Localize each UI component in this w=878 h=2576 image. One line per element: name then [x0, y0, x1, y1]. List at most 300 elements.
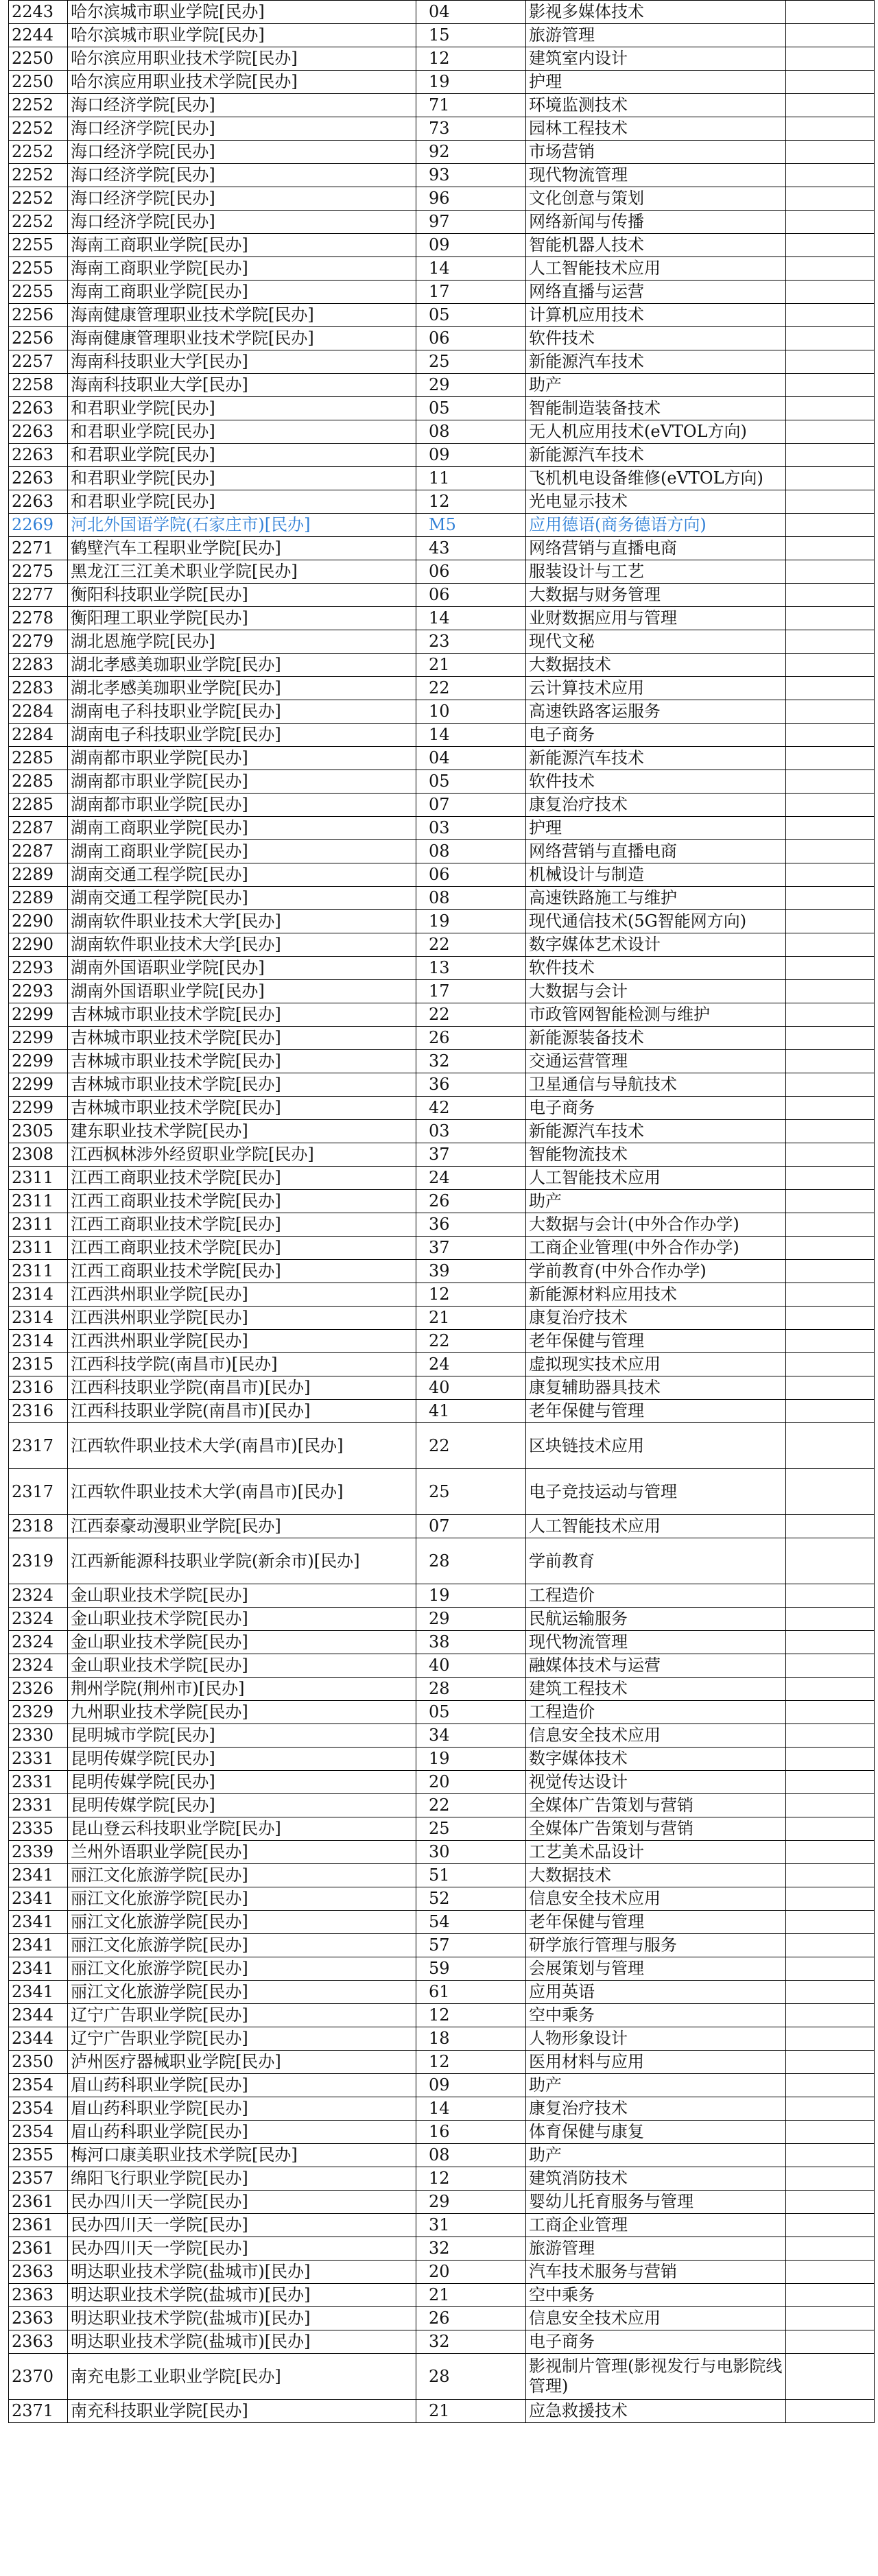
school-name-cell: 海南工商职业学院[民办] [68, 234, 416, 257]
school-name-cell: 明达职业技术学院(盐城市)[民办] [68, 2330, 416, 2354]
major-name-cell: 园林工程技术 [526, 117, 786, 141]
school-code-cell: 2363 [9, 2330, 68, 2354]
school-name-cell: 湖南工商职业学院[民办] [68, 817, 416, 840]
school-code-cell: 2317 [9, 1423, 68, 1469]
school-code-cell: 2341 [9, 1957, 68, 1981]
school-name-cell: 金山职业技术学院[民办] [68, 1654, 416, 1678]
table-row [9, 164, 875, 187]
major-code-cell: 17 [416, 980, 526, 1003]
table-row [9, 1190, 875, 1213]
school-code-cell: 2326 [9, 1678, 68, 1701]
table-row [9, 794, 875, 817]
major-code-cell: 17 [416, 281, 526, 304]
remark-cell [786, 514, 875, 537]
school-name-cell: 辽宁广告职业学院[民办] [68, 2004, 416, 2027]
table-row [9, 747, 875, 770]
school-code-cell: 2324 [9, 1608, 68, 1631]
major-code-cell: 19 [416, 1748, 526, 1771]
school-name-cell: 民办四川天一学院[民办] [68, 2214, 416, 2237]
major-name-cell: 医用材料与应用 [526, 2051, 786, 2074]
remark-cell [786, 374, 875, 397]
table-row [9, 1237, 875, 1260]
major-name-cell: 新能源汽车技术 [526, 1120, 786, 1143]
remark-cell [786, 2074, 875, 2097]
remark-cell [786, 2214, 875, 2237]
school-code-cell: 2370 [9, 2354, 68, 2400]
school-name-cell: 南充科技职业学院[民办] [68, 2400, 416, 2423]
school-name-cell: 湖南交通工程学院[民办] [68, 863, 416, 887]
school-name-cell: 绵阳飞行职业学院[民办] [68, 2167, 416, 2191]
school-code-cell: 2311 [9, 1167, 68, 1190]
remark-cell [786, 1724, 875, 1748]
school-name-cell: 江西科技学院(南昌市)[民办] [68, 1353, 416, 1376]
major-name-cell: 新能源汽车技术 [526, 350, 786, 374]
remark-cell [786, 1654, 875, 1678]
table-row [9, 1911, 875, 1934]
remark-cell [786, 2330, 875, 2354]
major-name-cell: 网络直播与运营 [526, 281, 786, 304]
school-name-cell: 黑龙江三江美术职业学院[民办] [68, 560, 416, 584]
table-row [9, 1631, 875, 1654]
school-code-cell: 2293 [9, 980, 68, 1003]
school-name-cell: 海南健康管理职业技术学院[民办] [68, 304, 416, 327]
remark-cell [786, 2307, 875, 2330]
school-name-cell: 和君职业学院[民办] [68, 420, 416, 444]
school-name-cell: 鹤壁汽车工程职业学院[民办] [68, 537, 416, 560]
major-name-cell: 应用德语(商务德语方向) [526, 514, 786, 537]
major-code-cell: 10 [416, 700, 526, 724]
major-code-cell: 07 [416, 1515, 526, 1538]
remark-cell [786, 957, 875, 980]
table-row [9, 2144, 875, 2167]
remark-cell [786, 1190, 875, 1213]
major-name-cell: 高速铁路客运服务 [526, 700, 786, 724]
major-code-cell: 51 [416, 1864, 526, 1887]
table-row [9, 374, 875, 397]
major-code-cell: 25 [416, 1817, 526, 1841]
school-code-cell: 2314 [9, 1307, 68, 1330]
school-code-cell: 2331 [9, 1748, 68, 1771]
major-code-cell: 14 [416, 724, 526, 747]
school-name-cell: 江西新能源科技职业学院(新余市)[民办] [68, 1538, 416, 1584]
school-name-cell: 明达职业技术学院(盐城市)[民办] [68, 2284, 416, 2307]
school-name-cell: 江西枫林涉外经贸职业学院[民办] [68, 1143, 416, 1167]
major-code-cell: 32 [416, 1050, 526, 1073]
school-name-cell: 哈尔滨应用职业技术学院[民办] [68, 47, 416, 71]
remark-cell [786, 234, 875, 257]
table-row [9, 840, 875, 863]
remark-cell [786, 2167, 875, 2191]
school-code-cell: 2314 [9, 1330, 68, 1353]
major-code-cell: 12 [416, 490, 526, 514]
table-row [9, 2191, 875, 2214]
school-code-cell: 2324 [9, 1654, 68, 1678]
remark-cell [786, 2284, 875, 2307]
school-code-cell: 2311 [9, 1213, 68, 1237]
major-code-cell: 20 [416, 2261, 526, 2284]
major-code-cell: 25 [416, 350, 526, 374]
major-name-cell: 工艺美术品设计 [526, 1841, 786, 1864]
major-name-cell: 现代文秘 [526, 630, 786, 654]
table-row [9, 1678, 875, 1701]
school-name-cell: 兰州外语职业学院[民办] [68, 1841, 416, 1864]
major-name-cell: 康复治疗技术 [526, 1307, 786, 1330]
remark-cell [786, 1353, 875, 1376]
major-code-cell: 18 [416, 2027, 526, 2051]
school-code-cell: 2311 [9, 1237, 68, 1260]
major-name-cell: 交通运营管理 [526, 1050, 786, 1073]
table-row [9, 2354, 875, 2400]
school-code-cell: 2250 [9, 47, 68, 71]
school-code-cell: 2363 [9, 2284, 68, 2307]
remark-cell [786, 2097, 875, 2121]
major-name-cell: 软件技术 [526, 957, 786, 980]
major-name-cell: 影视制片管理(影视发行与电影院线管理) [526, 2354, 786, 2400]
major-name-cell: 电子商务 [526, 1097, 786, 1120]
school-name-cell: 昆明城市学院[民办] [68, 1724, 416, 1748]
major-code-cell: 42 [416, 1097, 526, 1120]
school-code-cell: 2354 [9, 2097, 68, 2121]
major-code-cell: 22 [416, 677, 526, 700]
school-name-cell: 江西科技职业学院(南昌市)[民办] [68, 1376, 416, 1400]
table-row [9, 863, 875, 887]
school-name-cell: 吉林城市职业技术学院[民办] [68, 1027, 416, 1050]
table-row [9, 1654, 875, 1678]
table-row [9, 2004, 875, 2027]
school-name-cell: 吉林城市职业技术学院[民办] [68, 1097, 416, 1120]
school-code-cell: 2285 [9, 747, 68, 770]
school-name-cell: 丽江文化旅游学院[民办] [68, 1911, 416, 1934]
school-name-cell: 湖南都市职业学院[民办] [68, 794, 416, 817]
major-name-cell: 电子商务 [526, 2330, 786, 2354]
major-name-cell: 服装设计与工艺 [526, 560, 786, 584]
table-body [9, 1, 875, 2423]
school-name-cell: 昆明传媒学院[民办] [68, 1748, 416, 1771]
table-row [9, 1584, 875, 1608]
school-name-cell: 吉林城市职业技术学院[民办] [68, 1073, 416, 1097]
table-row [9, 1097, 875, 1120]
school-code-cell: 2289 [9, 887, 68, 910]
school-name-cell: 江西工商职业技术学院[民办] [68, 1213, 416, 1237]
school-code-cell: 2314 [9, 1283, 68, 1307]
major-code-cell: 08 [416, 887, 526, 910]
remark-cell [786, 1515, 875, 1538]
major-code-cell: 28 [416, 2354, 526, 2400]
remark-cell [786, 1584, 875, 1608]
table-row [9, 1841, 875, 1864]
table-row [9, 700, 875, 724]
table-row [9, 490, 875, 514]
remark-cell [786, 2121, 875, 2144]
major-name-cell: 护理 [526, 71, 786, 94]
major-name-cell: 大数据技术 [526, 1864, 786, 1887]
major-name-cell: 全媒体广告策划与营销 [526, 1817, 786, 1841]
school-code-cell: 2255 [9, 234, 68, 257]
major-name-cell: 业财数据应用与管理 [526, 607, 786, 630]
major-name-cell: 助产 [526, 2074, 786, 2097]
major-name-cell: 影视多媒体技术 [526, 1, 786, 24]
school-code-cell: 2283 [9, 677, 68, 700]
school-name-cell: 荆州学院(荆州市)[民办] [68, 1678, 416, 1701]
table-row [9, 2097, 875, 2121]
school-name-cell: 昆明传媒学院[民办] [68, 1794, 416, 1817]
major-name-cell: 卫星通信与导航技术 [526, 1073, 786, 1097]
major-code-cell: 12 [416, 1283, 526, 1307]
major-code-cell: 12 [416, 47, 526, 71]
school-name-cell: 辽宁广告职业学院[民办] [68, 2027, 416, 2051]
school-code-cell: 2329 [9, 1701, 68, 1724]
school-name-cell: 湖南电子科技职业学院[民办] [68, 724, 416, 747]
school-code-cell: 2290 [9, 933, 68, 957]
table-row [9, 817, 875, 840]
major-code-cell: 09 [416, 234, 526, 257]
table-row [9, 467, 875, 490]
major-name-cell: 旅游管理 [526, 24, 786, 47]
major-code-cell: 08 [416, 840, 526, 863]
major-code-cell: 29 [416, 2191, 526, 2214]
major-code-cell: 93 [416, 164, 526, 187]
major-code-cell: 31 [416, 2214, 526, 2237]
major-code-cell: 07 [416, 794, 526, 817]
major-code-cell: 37 [416, 1237, 526, 1260]
table-row [9, 350, 875, 374]
remark-cell [786, 1, 875, 24]
school-code-cell: 2263 [9, 490, 68, 514]
table-row [9, 1608, 875, 1631]
school-code-cell: 2263 [9, 444, 68, 467]
major-name-cell: 人工智能技术应用 [526, 1515, 786, 1538]
major-code-cell: 29 [416, 1608, 526, 1631]
table-row [9, 211, 875, 234]
remark-cell [786, 980, 875, 1003]
school-name-cell: 江西软件职业技术大学(南昌市)[民办] [68, 1423, 416, 1469]
table-row [9, 514, 875, 537]
major-name-cell: 应用英语 [526, 1981, 786, 2004]
major-code-cell: 21 [416, 1307, 526, 1330]
table-row [9, 1213, 875, 1237]
school-name-cell: 建东职业技术学院[民办] [68, 1120, 416, 1143]
remark-cell [786, 887, 875, 910]
remark-cell [786, 281, 875, 304]
school-name-cell: 眉山药科职业学院[民办] [68, 2074, 416, 2097]
school-code-cell: 2305 [9, 1120, 68, 1143]
major-name-cell: 无人机应用技术(eVTOL方向) [526, 420, 786, 444]
remark-cell [786, 1631, 875, 1654]
school-code-cell: 2278 [9, 607, 68, 630]
remark-cell [786, 1237, 875, 1260]
major-name-cell: 建筑工程技术 [526, 1678, 786, 1701]
remark-cell [786, 1748, 875, 1771]
school-code-cell: 2255 [9, 281, 68, 304]
school-name-cell: 海口经济学院[民办] [68, 117, 416, 141]
admission-table [8, 0, 875, 2423]
school-name-cell: 湖北孝感美珈职业学院[民办] [68, 654, 416, 677]
major-code-cell: 36 [416, 1073, 526, 1097]
remark-cell [786, 1817, 875, 1841]
table-row [9, 1400, 875, 1423]
school-name-cell: 明达职业技术学院(盐城市)[民办] [68, 2261, 416, 2284]
school-code-cell: 2341 [9, 1911, 68, 1934]
remark-cell [786, 1050, 875, 1073]
major-name-cell: 护理 [526, 817, 786, 840]
major-name-cell: 电子商务 [526, 724, 786, 747]
major-code-cell: 26 [416, 1027, 526, 1050]
remark-cell [786, 1469, 875, 1515]
remark-cell [786, 2027, 875, 2051]
major-code-cell: 26 [416, 1190, 526, 1213]
school-code-cell: 2285 [9, 770, 68, 794]
major-name-cell: 学前教育(中外合作办学) [526, 1260, 786, 1283]
school-name-cell: 河北外国语学院(石家庄市)[民办] [68, 514, 416, 537]
remark-cell [786, 700, 875, 724]
table-row [9, 933, 875, 957]
major-name-cell: 网络营销与直播电商 [526, 537, 786, 560]
remark-cell [786, 1887, 875, 1911]
school-name-cell: 衡阳理工职业学院[民办] [68, 607, 416, 630]
school-name-cell: 湖南电子科技职业学院[民办] [68, 700, 416, 724]
remark-cell [786, 2354, 875, 2400]
major-name-cell: 文化创意与策划 [526, 187, 786, 211]
major-name-cell: 视觉传达设计 [526, 1771, 786, 1794]
remark-cell [786, 607, 875, 630]
major-code-cell: 03 [416, 1120, 526, 1143]
major-name-cell: 工商企业管理 [526, 2214, 786, 2237]
school-name-cell: 江西科技职业学院(南昌市)[民办] [68, 1400, 416, 1423]
table-row [9, 1307, 875, 1330]
table-row [9, 444, 875, 467]
table-row [9, 187, 875, 211]
remark-cell [786, 1934, 875, 1957]
table-row [9, 560, 875, 584]
major-name-cell: 大数据技术 [526, 654, 786, 677]
table-row [9, 1050, 875, 1073]
school-name-cell: 海口经济学院[民办] [68, 211, 416, 234]
school-code-cell: 2361 [9, 2191, 68, 2214]
table-row [9, 2400, 875, 2423]
major-code-cell: 14 [416, 607, 526, 630]
remark-cell [786, 24, 875, 47]
major-name-cell: 人工智能技术应用 [526, 1167, 786, 1190]
remark-cell [786, 1167, 875, 1190]
school-code-cell: 2284 [9, 724, 68, 747]
major-name-cell: 飞机机电设备维修(eVTOL方向) [526, 467, 786, 490]
major-name-cell: 计算机应用技术 [526, 304, 786, 327]
major-name-cell: 网络新闻与传播 [526, 211, 786, 234]
school-code-cell: 2283 [9, 654, 68, 677]
major-name-cell: 婴幼儿托育服务与管理 [526, 2191, 786, 2214]
major-name-cell: 大数据与会计 [526, 980, 786, 1003]
major-code-cell: 36 [416, 1213, 526, 1237]
major-name-cell: 工程造价 [526, 1701, 786, 1724]
school-code-cell: 2299 [9, 1003, 68, 1027]
remark-cell [786, 94, 875, 117]
major-code-cell: 57 [416, 1934, 526, 1957]
school-code-cell: 2331 [9, 1794, 68, 1817]
major-code-cell: 21 [416, 654, 526, 677]
table-row [9, 2214, 875, 2237]
school-name-cell: 民办四川天一学院[民办] [68, 2191, 416, 2214]
table-row [9, 1864, 875, 1887]
school-code-cell: 2275 [9, 560, 68, 584]
table-row [9, 257, 875, 281]
remark-cell [786, 1213, 875, 1237]
major-name-cell: 人物形象设计 [526, 2027, 786, 2051]
remark-cell [786, 257, 875, 281]
school-code-cell: 2331 [9, 1771, 68, 1794]
major-code-cell: 19 [416, 910, 526, 933]
school-name-cell: 海南健康管理职业技术学院[民办] [68, 327, 416, 350]
school-code-cell: 2256 [9, 327, 68, 350]
major-code-cell: 59 [416, 1957, 526, 1981]
school-name-cell: 海口经济学院[民办] [68, 164, 416, 187]
major-code-cell: 29 [416, 374, 526, 397]
school-code-cell: 2277 [9, 584, 68, 607]
school-name-cell: 湖南软件职业技术大学[民办] [68, 910, 416, 933]
major-code-cell: 22 [416, 1003, 526, 1027]
remark-cell [786, 1027, 875, 1050]
table-row [9, 957, 875, 980]
major-name-cell: 智能物流技术 [526, 1143, 786, 1167]
table-row [9, 1027, 875, 1050]
remark-cell [786, 141, 875, 164]
major-name-cell: 新能源汽车技术 [526, 747, 786, 770]
major-code-cell: 05 [416, 1701, 526, 1724]
table-row [9, 1330, 875, 1353]
major-name-cell: 助产 [526, 374, 786, 397]
remark-cell [786, 1423, 875, 1469]
school-name-cell: 眉山药科职业学院[民办] [68, 2097, 416, 2121]
table-row [9, 1167, 875, 1190]
school-name-cell: 哈尔滨城市职业学院[民办] [68, 1, 416, 24]
school-code-cell: 2354 [9, 2121, 68, 2144]
major-code-cell: 06 [416, 560, 526, 584]
major-code-cell: 24 [416, 1167, 526, 1190]
school-code-cell: 2354 [9, 2074, 68, 2097]
school-code-cell: 2255 [9, 257, 68, 281]
school-name-cell: 眉山药科职业学院[民办] [68, 2121, 416, 2144]
major-name-cell: 汽车技术服务与营销 [526, 2261, 786, 2284]
major-name-cell: 软件技术 [526, 770, 786, 794]
table-row [9, 654, 875, 677]
school-name-cell: 江西泰豪动漫职业学院[民办] [68, 1515, 416, 1538]
major-name-cell: 体育保健与康复 [526, 2121, 786, 2144]
major-name-cell: 信息安全技术应用 [526, 1724, 786, 1748]
school-code-cell: 2290 [9, 910, 68, 933]
school-name-cell: 江西工商职业技术学院[民办] [68, 1237, 416, 1260]
major-code-cell: 04 [416, 1, 526, 24]
major-code-cell: 26 [416, 2307, 526, 2330]
major-name-cell: 市场营销 [526, 141, 786, 164]
table-row [9, 1469, 875, 1515]
table-row [9, 1423, 875, 1469]
major-name-cell: 市政管网智能检测与维护 [526, 1003, 786, 1027]
remark-cell [786, 1260, 875, 1283]
school-name-cell: 海南科技职业大学[民办] [68, 350, 416, 374]
major-code-cell: 97 [416, 211, 526, 234]
major-code-cell: 39 [416, 1260, 526, 1283]
remark-cell [786, 350, 875, 374]
table-row [9, 1794, 875, 1817]
major-code-cell: 22 [416, 1423, 526, 1469]
major-code-cell: 19 [416, 1584, 526, 1608]
remark-cell [786, 1701, 875, 1724]
school-name-cell: 衡阳科技职业学院[民办] [68, 584, 416, 607]
school-code-cell: 2311 [9, 1190, 68, 1213]
major-code-cell: 15 [416, 24, 526, 47]
remark-cell [786, 467, 875, 490]
remark-cell [786, 1794, 875, 1817]
remark-cell [786, 304, 875, 327]
